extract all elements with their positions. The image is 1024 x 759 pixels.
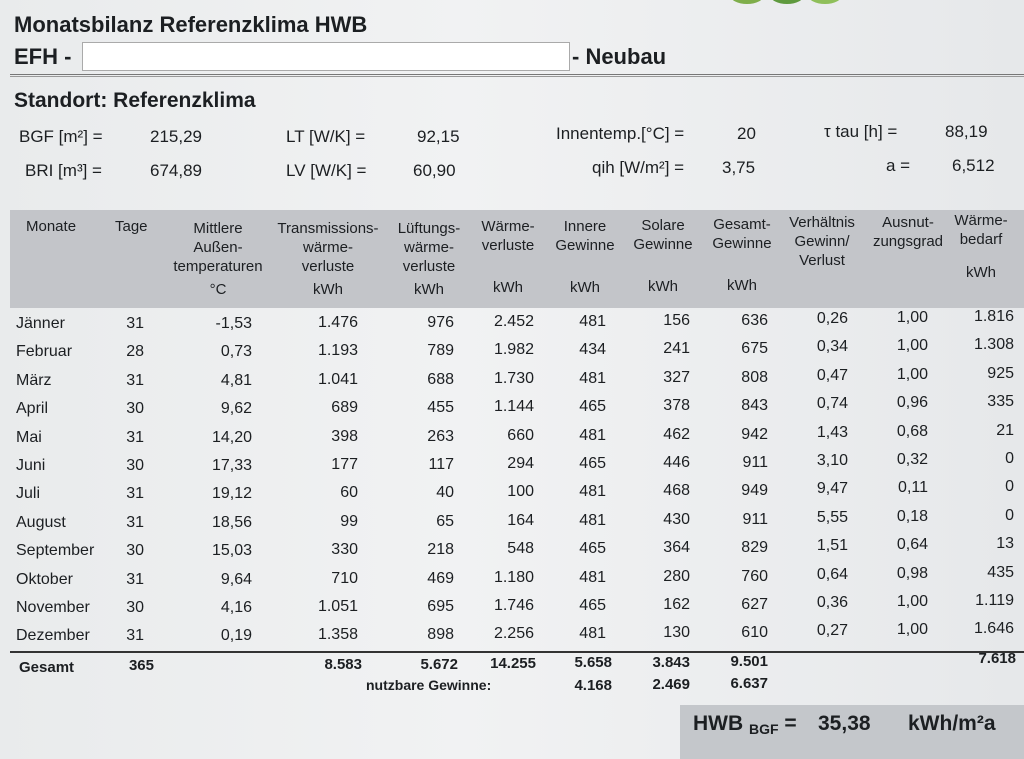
- cell-temp: 15,03: [211, 542, 252, 560]
- hwb-unit: kWh/m²a: [908, 712, 996, 735]
- cell-solare: 280: [663, 567, 690, 585]
- cell-lueft: 695: [427, 598, 454, 615]
- hwb-label: HWB BGF =: [693, 712, 797, 737]
- total-lueft: 5.672: [420, 656, 458, 673]
- cell-ausnutzung: 0,68: [896, 422, 928, 440]
- cell-temp: 14,20: [211, 428, 252, 446]
- cell-solare: 430: [663, 510, 690, 528]
- cell-trans: 1.358: [317, 626, 358, 644]
- cell-monat: Mai: [16, 428, 42, 446]
- cell-innere: 481: [579, 313, 606, 330]
- cell-innere: 481: [579, 568, 606, 586]
- cell-solare: 446: [663, 454, 690, 471]
- cell-bedarf: 925: [987, 364, 1014, 382]
- cell-waerme: 2.256: [493, 625, 534, 643]
- cell-ausnutzung: 0,96: [896, 394, 928, 412]
- cell-bedarf: 21: [996, 421, 1014, 439]
- bgf-value: 215,29: [150, 127, 202, 146]
- header-innere: Innere Gewinne kWh: [555, 218, 615, 296]
- cell-lueft: 469: [427, 569, 454, 587]
- cell-solare: 364: [663, 539, 690, 557]
- tau-value: 88,19: [945, 122, 988, 141]
- cell-bedarf: 0: [1005, 506, 1014, 524]
- qih-value: 3,75: [722, 158, 756, 177]
- cell-solare: 162: [663, 596, 690, 613]
- cell-monat: Oktober: [16, 570, 73, 588]
- cell-tage: 31: [126, 428, 144, 446]
- cell-trans: 60: [340, 484, 358, 502]
- cell-solare: 378: [663, 397, 690, 415]
- cell-verhaeltnis: 0,64: [816, 565, 848, 583]
- cell-waerme: 1.746: [493, 597, 534, 614]
- a-label: a =: [886, 156, 911, 175]
- cell-monat: Dezember: [16, 627, 90, 645]
- total-bedarf: 7.618: [978, 650, 1016, 667]
- cell-temp: 4,16: [220, 599, 252, 616]
- bgf-label: BGF [m²] =: [19, 127, 103, 146]
- innentemp-value: 20: [737, 124, 756, 143]
- total-solare: 3.843: [652, 654, 690, 671]
- cell-gesamt: 610: [741, 624, 768, 642]
- cell-monat: November: [16, 599, 90, 616]
- cell-innere: 481: [579, 483, 606, 501]
- header-solare: Solare Gewinne kWh: [633, 217, 693, 295]
- cell-gesamt: 829: [741, 539, 768, 557]
- cell-waerme: 1.730: [493, 369, 534, 387]
- cell-verhaeltnis: 0,34: [816, 338, 848, 356]
- cell-lueft: 789: [427, 342, 454, 360]
- cell-trans: 1.051: [317, 598, 358, 615]
- cell-innere: 434: [579, 341, 606, 359]
- cell-bedarf: 1.816: [973, 308, 1014, 325]
- cell-bedarf: 1.308: [973, 336, 1014, 354]
- cell-innere: 465: [579, 455, 606, 472]
- logo-mark: [808, 0, 842, 4]
- cell-ausnutzung: 1,00: [896, 309, 928, 326]
- cell-waerme: 294: [507, 455, 534, 472]
- cell-ausnutzung: 0,18: [896, 507, 928, 525]
- cell-temp: 9,62: [220, 400, 252, 418]
- cell-trans: 710: [331, 569, 358, 587]
- cell-gesamt: 843: [741, 397, 768, 415]
- cell-waerme: 2.452: [493, 313, 534, 330]
- cell-tage: 28: [126, 343, 144, 361]
- cell-gesamt: 627: [741, 596, 768, 613]
- cell-ausnutzung: 1,00: [896, 593, 928, 610]
- header-waermebedarf: Wärme- bedarf kWh: [954, 212, 1008, 281]
- cell-trans: 1.193: [317, 342, 358, 360]
- cell-tage: 30: [126, 400, 144, 418]
- qih-label: qih [W/m²] =: [592, 158, 685, 177]
- cell-lueft: 117: [428, 456, 454, 473]
- hwb-value: 35,38: [818, 712, 871, 735]
- total-label: Gesamt: [19, 659, 75, 676]
- cell-lueft: 688: [427, 370, 454, 388]
- cell-gesamt: 942: [741, 425, 768, 443]
- tau-label: τ tau [h] =: [824, 122, 898, 141]
- cell-monat: März: [16, 371, 52, 389]
- cell-ausnutzung: 1,00: [896, 365, 928, 383]
- cell-ausnutzung: 1,00: [896, 337, 928, 355]
- cell-waerme: 1.144: [493, 398, 534, 416]
- cell-bedarf: 335: [987, 393, 1014, 411]
- bri-label: BRI [m³] =: [25, 161, 102, 180]
- total-tage: 365: [128, 657, 154, 674]
- cell-temp: -1,53: [215, 315, 252, 332]
- cell-temp: 0,19: [220, 627, 252, 645]
- cell-ausnutzung: 0,98: [896, 564, 928, 582]
- cell-lueft: 898: [427, 626, 454, 644]
- cell-bedarf: 0: [1005, 450, 1014, 467]
- total-trans: 8.583: [324, 656, 362, 673]
- cell-monat: September: [16, 542, 95, 560]
- cell-solare: 327: [663, 368, 690, 386]
- cell-tage: 30: [126, 599, 144, 616]
- cell-innere: 465: [579, 398, 606, 416]
- innentemp-label: Innentemp.[°C] =: [556, 124, 685, 143]
- cell-verhaeltnis: 1,51: [816, 537, 848, 555]
- cell-gesamt: 760: [741, 567, 768, 585]
- standort-heading: Standort: Referenzklima: [14, 89, 256, 112]
- cell-ausnutzung: 1,00: [896, 621, 928, 639]
- cell-verhaeltnis: 5,55: [816, 508, 848, 526]
- cell-solare: 130: [663, 624, 690, 642]
- header-tage: Tage: [115, 218, 148, 235]
- cell-bedarf: 0: [1005, 478, 1014, 496]
- bri-value: 674,89: [150, 161, 202, 180]
- cell-tage: 30: [126, 542, 144, 560]
- cell-innere: 481: [579, 426, 606, 444]
- cell-solare: 468: [663, 482, 690, 500]
- cell-gesamt: 911: [742, 510, 768, 528]
- header-waerme: Wärme- verluste kWh: [481, 218, 535, 296]
- cell-temp: 17,33: [211, 457, 252, 474]
- total-gesamt: 9.501: [730, 653, 768, 670]
- cell-verhaeltnis: 0,47: [816, 366, 848, 384]
- cell-waerme: 164: [507, 511, 534, 529]
- cell-monat: April: [16, 400, 49, 418]
- header-lueft: Lüftungs- wärme- verluste kWh: [397, 220, 461, 298]
- cell-solare: 241: [663, 340, 690, 358]
- efh-suffix: - Neubau: [572, 44, 667, 69]
- cell-innere: 481: [579, 625, 606, 643]
- cell-ausnutzung: 0,11: [898, 479, 928, 497]
- redacted-field: [82, 42, 570, 71]
- cell-lueft: 455: [427, 399, 454, 417]
- nutzbar-innere: 4.168: [574, 677, 612, 694]
- cell-trans: 689: [331, 399, 358, 417]
- lv-label: LV [W/K] =: [286, 161, 367, 180]
- cell-temp: 19,12: [211, 485, 252, 503]
- header-temp: Mittlere Außen- temperaturen °C: [173, 220, 263, 298]
- cell-tage: 31: [126, 627, 144, 645]
- header-monate: Monate: [26, 218, 77, 235]
- cell-trans: 330: [331, 541, 358, 559]
- cell-waerme: 548: [507, 540, 534, 558]
- lt-value: 92,15: [417, 127, 460, 146]
- cell-ausnutzung: 0,32: [896, 451, 928, 468]
- cell-monat: Februar: [16, 343, 73, 361]
- nutzbar-gesamt: 6.637: [730, 675, 768, 692]
- cell-temp: 0,73: [220, 343, 252, 361]
- logo-mark: [770, 0, 804, 4]
- cell-bedarf: 1.646: [973, 620, 1014, 638]
- cell-temp: 4,81: [220, 371, 252, 389]
- lt-label: LT [W/K] =: [286, 127, 366, 146]
- cell-trans: 1.041: [317, 370, 358, 388]
- cell-tage: 31: [126, 513, 144, 531]
- cell-verhaeltnis: 1,43: [816, 423, 848, 441]
- cell-gesamt: 911: [742, 454, 768, 471]
- logo-mark: [730, 0, 764, 4]
- a-value: 6,512: [952, 156, 995, 175]
- cell-innere: 465: [579, 540, 606, 558]
- cell-waerme: 1.180: [493, 568, 534, 586]
- cell-ausnutzung: 0,64: [896, 536, 928, 554]
- header-gesamt: Gesamt- Gewinne kWh: [712, 216, 772, 294]
- cell-trans: 177: [331, 456, 358, 473]
- cell-bedarf: 1.119: [975, 592, 1014, 609]
- cell-trans: 99: [340, 512, 358, 530]
- cell-waerme: 1.982: [493, 341, 534, 359]
- header-trans: Transmissions- wärme- verluste kWh: [277, 220, 379, 298]
- lv-value: 60,90: [413, 161, 456, 180]
- cell-lueft: 218: [427, 541, 454, 559]
- efh-prefix: EFH -: [14, 44, 72, 69]
- cell-innere: 481: [579, 369, 606, 387]
- cell-lueft: 263: [427, 427, 454, 445]
- cell-monat: August: [16, 513, 66, 531]
- cell-solare: 462: [663, 425, 690, 443]
- cell-gesamt: 675: [741, 340, 768, 358]
- cell-innere: 465: [579, 597, 606, 614]
- cell-bedarf: 13: [996, 535, 1014, 553]
- cell-waerme: 660: [507, 426, 534, 444]
- total-innere: 5.658: [574, 654, 612, 671]
- cell-monat: Juni: [16, 457, 46, 474]
- cell-trans: 1.476: [317, 314, 358, 331]
- nutzbare-gewinne-label: nutzbare Gewinne:: [366, 677, 492, 693]
- cell-gesamt: 808: [741, 368, 768, 386]
- cell-lueft: 976: [427, 314, 454, 331]
- total-divider: [10, 651, 1024, 653]
- cell-verhaeltnis: 9,47: [816, 480, 848, 498]
- cell-verhaeltnis: 0,74: [816, 395, 848, 413]
- total-waerme: 14.255: [490, 655, 536, 672]
- cell-gesamt: 949: [741, 482, 768, 500]
- cell-solare: 156: [663, 312, 690, 329]
- cell-waerme: 100: [507, 483, 534, 501]
- cell-temp: 18,56: [211, 513, 252, 531]
- cell-temp: 9,64: [220, 570, 252, 588]
- cell-gesamt: 636: [741, 312, 768, 329]
- cell-lueft: 65: [436, 512, 454, 530]
- cell-verhaeltnis: 0,26: [816, 310, 848, 327]
- cell-verhaeltnis: 3,10: [816, 452, 848, 469]
- header-ausnutzungsgrad: Ausnut- zungsgrad: [872, 214, 944, 250]
- cell-verhaeltnis: 0,27: [816, 622, 848, 640]
- cell-monat: Juli: [16, 485, 41, 503]
- cell-verhaeltnis: 0,36: [816, 594, 848, 611]
- cell-trans: 398: [331, 427, 358, 445]
- cell-tage: 31: [126, 570, 144, 588]
- cell-lueft: 40: [436, 484, 454, 502]
- divider: [10, 74, 1024, 75]
- cell-innere: 481: [579, 511, 606, 529]
- cell-monat: Jänner: [16, 315, 65, 332]
- header-verhaeltnis: Verhältnis Gewinn/ Verlust: [789, 214, 855, 269]
- cell-tage: 31: [126, 485, 144, 503]
- divider: [10, 76, 1024, 77]
- cell-tage: 31: [126, 315, 144, 332]
- cell-bedarf: 435: [987, 563, 1014, 581]
- cell-tage: 31: [126, 371, 144, 389]
- cell-tage: 30: [126, 457, 144, 474]
- nutzbar-solare: 2.469: [652, 676, 690, 693]
- page-title: Monatsbilanz Referenzklima HWB: [14, 12, 368, 37]
